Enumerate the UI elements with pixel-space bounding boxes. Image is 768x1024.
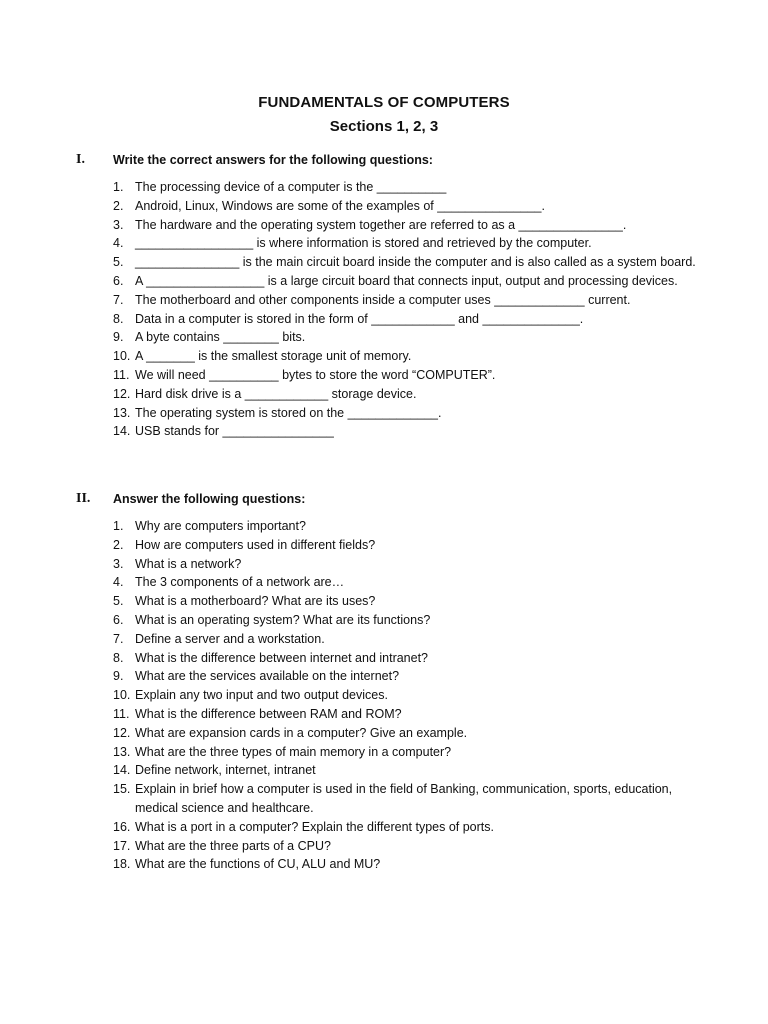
- question-text: What is a motherboard? What are its uses?: [135, 594, 376, 609]
- question-text: What are expansion cards in a computer? Give an example.: [135, 725, 468, 740]
- document-subtitle: Sections 1, 2, 3: [329, 118, 439, 135]
- question-item: [76, 517, 696, 536]
- question-item: [76, 347, 696, 366]
- question-list: [76, 517, 696, 874]
- question-number: 7.: [113, 631, 124, 646]
- question-text: The motherboard and other components inside a computer uses _____________ current.: [135, 292, 631, 307]
- question-number: 2.: [113, 198, 124, 213]
- question-number: 3.: [113, 217, 124, 232]
- question-item: [76, 291, 696, 310]
- question-item: [76, 855, 696, 874]
- question-item: [76, 724, 696, 743]
- question-item: [76, 667, 696, 686]
- question-number: 12.: [113, 725, 131, 740]
- question-item: [76, 385, 696, 404]
- question-item: [76, 272, 696, 291]
- question-list: [76, 178, 696, 441]
- question-number: 17.: [113, 838, 131, 853]
- question-number: 8.: [113, 311, 124, 326]
- question-number: 6.: [113, 612, 124, 627]
- question-number: 1.: [113, 180, 124, 194]
- question-number: 6.: [113, 273, 124, 288]
- question-item: [76, 686, 696, 705]
- question-item: [76, 216, 696, 235]
- question-text: Data in a computer is stored in the form of ____________ and ______________.: [135, 311, 584, 326]
- question-item: [76, 818, 696, 837]
- question-number: 13.: [113, 744, 131, 759]
- question-text: USB stands for ________________: [135, 424, 334, 439]
- question-item: [76, 328, 696, 347]
- section-fill-in-blanks: [76, 150, 696, 441]
- question-item: [76, 555, 696, 574]
- question-item: [76, 366, 696, 385]
- question-item: [76, 310, 696, 329]
- question-text: The processing device of a computer is the __________: [135, 180, 447, 194]
- question-number: 4.: [113, 575, 124, 590]
- question-number: 12.: [113, 386, 131, 401]
- section-heading: [76, 489, 696, 509]
- question-number: 15.: [113, 782, 131, 797]
- question-text: Define network, internet, intranet: [135, 763, 316, 778]
- question-text: Android, Linux, Windows are some of the examples of _______________.: [135, 198, 545, 213]
- question-text: Define a server and a workstation.: [135, 631, 325, 646]
- question-number: 9.: [113, 330, 124, 345]
- question-text: The hardware and the operating system together are referred to as a _______________.: [135, 217, 627, 232]
- question-text: What are the functions of CU, ALU and MU?: [135, 857, 381, 872]
- question-number: 5.: [113, 594, 124, 609]
- question-number: 10.: [113, 349, 131, 364]
- section-heading: [76, 150, 696, 170]
- question-text: What is the difference between RAM and ROM?: [135, 706, 402, 721]
- question-number: 11.: [113, 706, 130, 721]
- section-numeral: I.: [76, 152, 85, 167]
- question-text: Explain in brief how a computer is used in the field of Banking, communication, sports, education, medical science and healthcare.: [135, 782, 673, 815]
- question-text: What is a network?: [135, 556, 242, 571]
- question-number: 8.: [113, 650, 124, 665]
- question-item: [76, 837, 696, 856]
- question-number: 18.: [113, 857, 131, 872]
- question-text: Explain any two input and two output devices.: [135, 688, 388, 703]
- question-text: What is the difference between internet and intranet?: [135, 650, 429, 665]
- question-text: A byte contains ________ bits.: [135, 330, 306, 345]
- question-text: What are the three types of main memory in a computer?: [135, 744, 452, 759]
- question-text: _________________ is where information is stored and retrieved by the computer.: [135, 236, 592, 251]
- question-number: 13.: [113, 405, 131, 420]
- question-number: 14.: [113, 424, 131, 439]
- question-text: How are computers used in different fields?: [135, 537, 376, 552]
- question-item: [76, 536, 696, 555]
- section-instruction: Answer the following questions:: [113, 492, 306, 506]
- question-item: [76, 253, 696, 272]
- question-text: What are the three parts of a CPU?: [135, 838, 331, 853]
- question-number: 1.: [113, 519, 124, 533]
- question-text: The 3 components of a network are…: [135, 575, 345, 590]
- question-number: 3.: [113, 556, 124, 571]
- question-item: [76, 630, 696, 649]
- section-instruction: Write the correct answers for the following questions:: [113, 153, 433, 167]
- question-item: [76, 611, 696, 630]
- question-item: [76, 761, 696, 780]
- question-number: 2.: [113, 537, 124, 552]
- question-number: 14.: [113, 763, 131, 778]
- question-item: [76, 178, 696, 197]
- question-item: [76, 780, 696, 818]
- question-text: What is a port in a computer? Explain the different types of ports.: [135, 819, 494, 834]
- question-text: What are the services available on the internet?: [135, 669, 400, 684]
- section-short-answers: [76, 489, 696, 874]
- question-number: 11.: [113, 367, 130, 382]
- question-text: _______________ is the main circuit board inside the computer and is also called as a system board.: [135, 255, 696, 270]
- question-text: What is an operating system? What are its functions?: [135, 612, 431, 627]
- question-item: [76, 234, 696, 253]
- section-numeral: II.: [76, 491, 91, 506]
- question-text: We will need __________ bytes to store the word “COMPUTER”.: [135, 367, 496, 382]
- question-number: 16.: [113, 819, 131, 834]
- question-number: 9.: [113, 669, 124, 684]
- question-number: 7.: [113, 292, 124, 307]
- question-text: Hard disk drive is a ____________ storage device.: [135, 386, 417, 401]
- question-number: 10.: [113, 688, 131, 703]
- question-item: [76, 592, 696, 611]
- question-number: 4.: [113, 236, 124, 251]
- question-number: 5.: [113, 255, 124, 270]
- question-item: [76, 404, 696, 423]
- question-text: The operating system is stored on the _____________.: [135, 405, 442, 420]
- question-item: [76, 422, 696, 441]
- document-title: FUNDAMENTALS OF COMPUTERS: [258, 94, 510, 111]
- question-item: [76, 197, 696, 216]
- question-text: Why are computers important?: [135, 519, 306, 533]
- question-text: A _________________ is a large circuit board that connects input, output and processing devices.: [135, 273, 678, 288]
- question-item: [76, 649, 696, 668]
- question-item: [76, 743, 696, 762]
- question-item: [76, 705, 696, 724]
- question-item: [76, 573, 696, 592]
- question-text: A _______ is the smallest storage unit of memory.: [135, 349, 412, 364]
